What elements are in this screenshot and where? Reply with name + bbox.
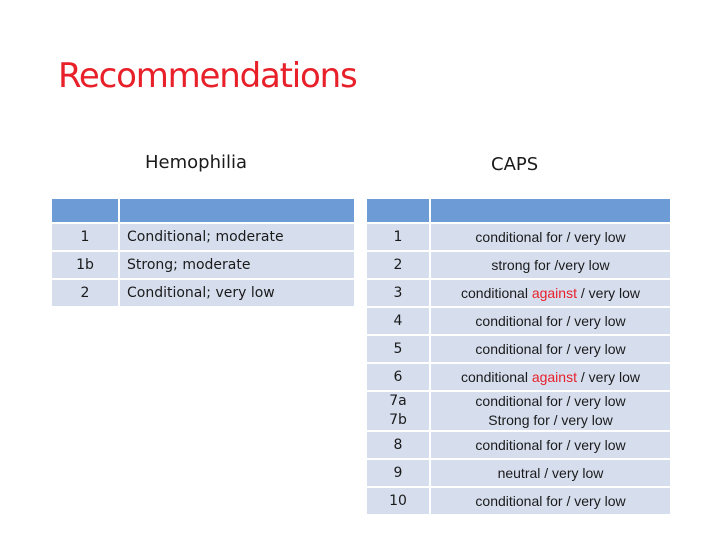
rec-text [430,391,671,431]
rec-id: 2 [366,251,430,279]
rec-text [430,307,671,335]
header-cell [366,198,430,223]
rec-text: Strong; moderate [119,251,355,279]
rec-id: 3 [366,279,430,307]
rec-text-pre: conditional [461,285,532,301]
page-title: Recommendations [58,56,357,96]
table-row [366,459,671,487]
rec-text-post: / very low [576,369,640,385]
header-cell [119,198,355,223]
hemophilia-table [50,197,356,308]
rec-text-post: for / very low [546,341,626,357]
rec-text-post: for / very low [546,313,626,329]
rec-text-against: against [531,285,577,301]
rec-text [430,223,671,251]
table-row [366,431,671,459]
rec-text-against: against [531,369,577,385]
rec-id: 5 [366,335,430,363]
table-row [51,223,355,251]
rec-text-pre: conditional [461,369,532,385]
hemophilia-heading: Hemophilia [145,152,248,173]
header-cell [51,198,119,223]
table-row [366,363,671,391]
rec-id: 2 [51,279,119,307]
rec-text: neutral / very low [430,459,671,487]
rec-text: Conditional; moderate [119,223,355,251]
table-row [51,279,355,307]
rec-text-post: for / very low [546,229,626,245]
table-header-row [366,198,671,223]
rec-text-post: / very low [576,285,640,301]
table-row [366,279,671,307]
table-row [51,251,355,279]
table-row [366,487,671,515]
rec-text: Conditional; very low [119,279,355,307]
rec-id: 1b [51,251,119,279]
rec-id: 1 [366,223,430,251]
rec-id: 8 [366,431,430,459]
table-row [366,307,671,335]
rec-text: conditional for / very low [430,431,671,459]
rec-text-pre: conditional [475,313,547,329]
header-cell [430,198,671,223]
rec-text-pre: conditional [475,229,547,245]
rec-text [430,279,671,307]
rec-id-line: 7b [389,412,407,428]
rec-text-pre: strong for /very low [491,257,610,273]
rec-id: 4 [366,307,430,335]
rec-text [430,251,671,279]
rec-id: 6 [366,363,430,391]
table-row [366,335,671,363]
table-row [366,251,671,279]
rec-id: 10 [366,487,430,515]
rec-id-line: 7a [389,393,407,409]
caps-heading: CAPS [491,154,539,175]
rec-id: 1 [51,223,119,251]
rec-text: conditional for / very low [430,487,671,515]
rec-text-line: Strong for / very low [488,412,613,428]
rec-text [430,335,671,363]
rec-id [366,391,430,431]
rec-text [430,363,671,391]
rec-text-pre: conditional [475,341,547,357]
table-row [366,391,671,431]
table-header-row [51,198,355,223]
rec-text-line: conditional for / very low [475,393,626,409]
rec-id: 9 [366,459,430,487]
caps-table [365,197,672,516]
table-row [366,223,671,251]
